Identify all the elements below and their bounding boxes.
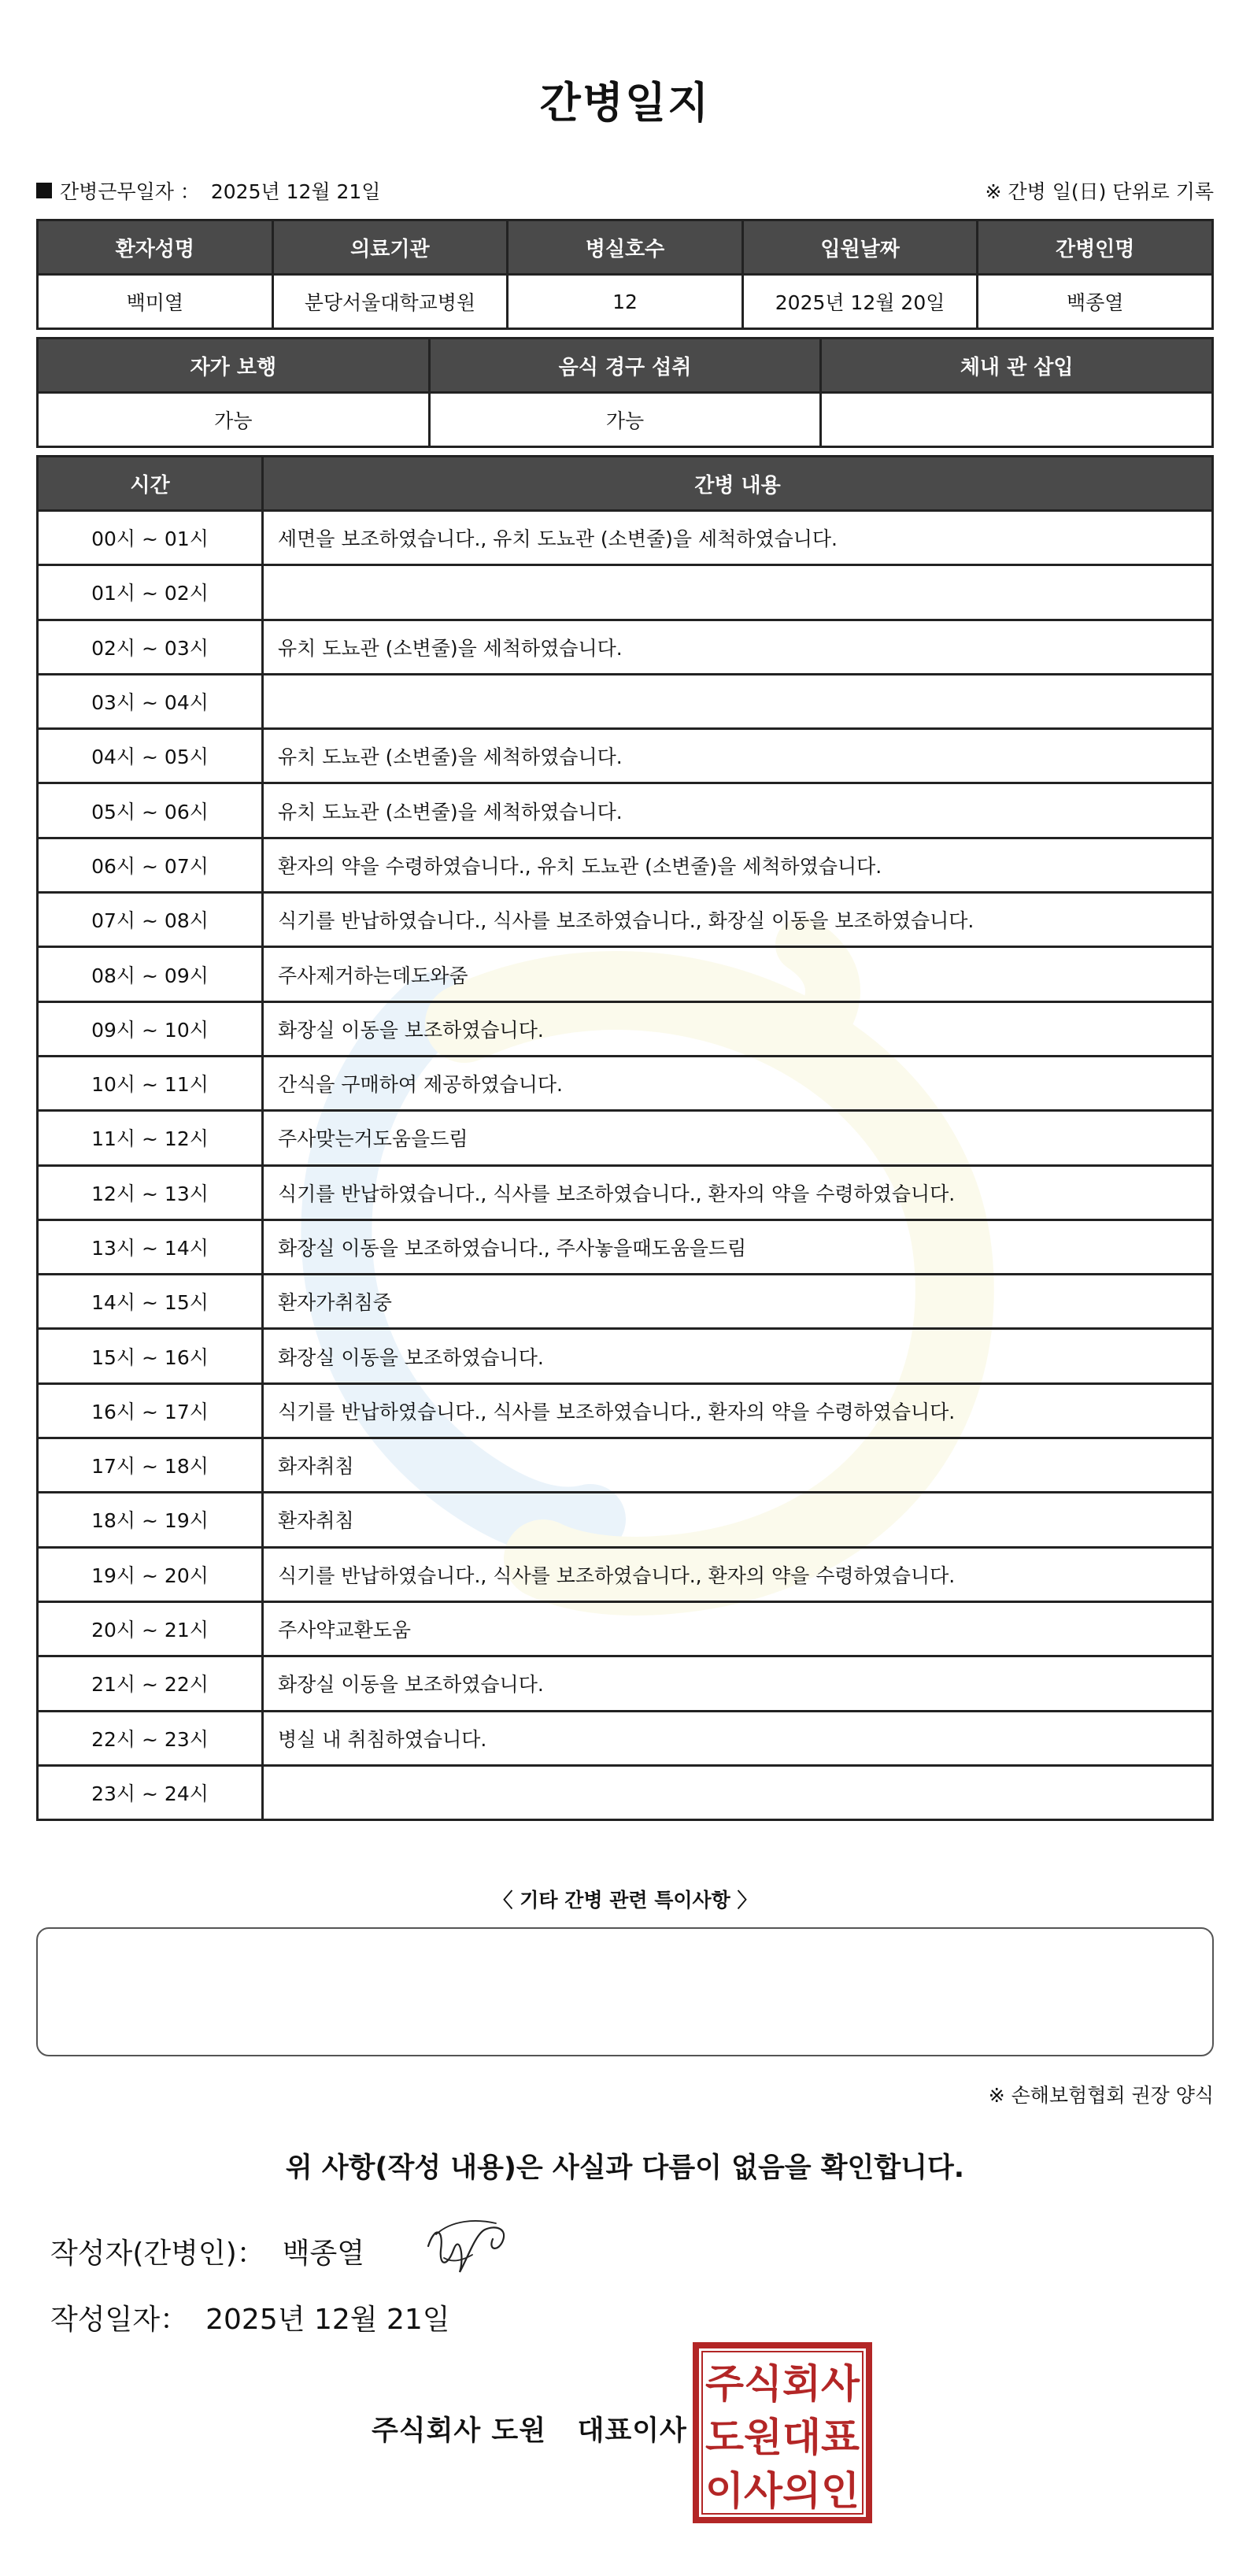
table-row: [38, 1547, 1213, 1601]
page-title: 간병일지: [539, 78, 711, 128]
care-content: [263, 674, 1213, 728]
time-slot: 01시 ~ 02시: [38, 565, 263, 620]
care-content: 환자가취침중: [263, 1275, 1213, 1329]
time-slot: 04시 ~ 05시: [38, 729, 263, 783]
care-content: 화장실 이동을 보조하였습니다.: [263, 1656, 1213, 1711]
table-row: [38, 783, 1213, 838]
time-slot: 13시 ~ 14시: [38, 1220, 263, 1274]
table-row: [38, 1711, 1213, 1765]
caregiver-name: 백종열: [978, 275, 1213, 329]
care-content: [263, 565, 1213, 620]
care-content: 화장실 이동을 보조하였습니다.: [263, 1329, 1213, 1383]
care-log-table: [36, 455, 1214, 1821]
remarks-title: 〈 기타 간병 관련 특이사항 〉: [493, 1889, 757, 1912]
table-row: [38, 947, 1213, 1001]
time-slot: 19시 ~ 20시: [38, 1547, 263, 1601]
header-oral-intake: 음식 경구 섭취: [429, 339, 821, 393]
time-slot: 10시 ~ 11시: [38, 1056, 263, 1110]
seal-text-line: 이사의인: [705, 2468, 860, 2514]
patient-name: 백미열: [38, 275, 273, 329]
header-self-walking: 자가 보행: [38, 339, 430, 393]
table-row: [38, 674, 1213, 728]
care-content: 병실 내 취침하였습니다.: [263, 1711, 1213, 1765]
care-date-label: 간병근무일자 ：: [60, 180, 200, 203]
time-slot: 16시 ~ 17시: [38, 1383, 263, 1438]
table-row: [38, 565, 1213, 620]
tube-insertion-value: [821, 393, 1213, 447]
remarks-box: [36, 1927, 1214, 2056]
care-content: 화장실 이동을 보조하였습니다.: [263, 1001, 1213, 1056]
time-slot: 03시 ~ 04시: [38, 674, 263, 728]
written-date-row: [50, 2297, 450, 2337]
square-bullet-icon: [36, 183, 52, 198]
time-slot: 06시 ~ 07시: [38, 838, 263, 892]
written-date-label: 작성일자：: [50, 2304, 189, 2336]
seal-text-line: 주식회사: [705, 2361, 860, 2407]
writer-label: 작성자(간병인)：: [50, 2237, 265, 2270]
table-row: [38, 893, 1213, 947]
time-slot: 07시 ~ 08시: [38, 893, 263, 947]
table-row: [38, 1438, 1213, 1493]
time-slot: 20시 ~ 21시: [38, 1601, 263, 1656]
care-content: 주사제거하는데도와줌: [263, 947, 1213, 1001]
time-slot: 17시 ~ 18시: [38, 1438, 263, 1493]
admission-date: 2025년 12월 20일: [742, 275, 978, 329]
written-date-value: 2025년 12월 21일: [205, 2304, 450, 2336]
confirm-statement: 위 사항(작성 내용)은 사실과 다름이 없음을 확인합니다.: [285, 2152, 965, 2184]
care-content: 환자의 약을 수령하였습니다., 유치 도뇨관 (소변줄)을 세척하였습니다.: [263, 838, 1213, 892]
table-row: [38, 1656, 1213, 1711]
care-content: 식기를 반납하였습니다., 식사를 보조하였습니다., 환자의 약을 수령하였습니다.: [263, 1165, 1213, 1220]
table-row: [38, 1493, 1213, 1547]
patient-info-table: [36, 219, 1214, 330]
table-row: [38, 1001, 1213, 1056]
table-row: [38, 1329, 1213, 1383]
care-content: 주사약교환도움: [263, 1601, 1213, 1656]
seal-text-line: 도원대표: [705, 2415, 860, 2460]
header-care-content: 간병 내용: [263, 457, 1213, 511]
room-number: 12: [508, 275, 743, 329]
care-content: 주사맞는거도움을드림: [263, 1111, 1213, 1165]
table-row: [38, 838, 1213, 892]
writer-name: 백종열: [282, 2237, 365, 2270]
time-slot: 05시 ~ 06시: [38, 783, 263, 838]
time-slot: 21시 ~ 22시: [38, 1656, 263, 1711]
time-slot: 15시 ~ 16시: [38, 1329, 263, 1383]
header-hospital: 의료기관: [272, 220, 508, 275]
care-content: 식기를 반납하였습니다., 식사를 보조하였습니다., 환자의 약을 수령하였습니다.: [263, 1383, 1213, 1438]
table-row: [38, 1765, 1213, 1819]
time-slot: 22시 ~ 23시: [38, 1711, 263, 1765]
table-row: [38, 1601, 1213, 1656]
table-row: [38, 1111, 1213, 1165]
care-date-row: [36, 175, 1214, 206]
table-row: [38, 1220, 1213, 1274]
time-slot: 02시 ~ 03시: [38, 620, 263, 674]
time-slot: 18시 ~ 19시: [38, 1493, 263, 1547]
header-tube-insertion: 체내 관 삽입: [821, 339, 1213, 393]
header-time: 시간: [38, 457, 263, 511]
care-content: 화자취침: [263, 1438, 1213, 1493]
header-admission-date: 입원날짜: [742, 220, 978, 275]
time-slot: 23시 ~ 24시: [38, 1765, 263, 1819]
care-date-value: 2025년 12월 21일: [210, 180, 381, 203]
company-seal-stamp: [693, 2342, 872, 2523]
care-content: 환자취침: [263, 1493, 1213, 1547]
record-note: ※ 간병 일(日) 단위로 기록: [985, 180, 1214, 203]
care-content: [263, 1765, 1213, 1819]
care-content: 간식을 구매하여 제공하였습니다.: [263, 1056, 1213, 1110]
self-walking-value: 가능: [38, 393, 430, 447]
care-content: 유치 도뇨관 (소변줄)을 세척하였습니다.: [263, 620, 1213, 674]
table-row: [38, 1275, 1213, 1329]
time-slot: 09시 ~ 10시: [38, 1001, 263, 1056]
care-content: 세면을 보조하였습니다., 유치 도뇨관 (소변줄)을 세척하였습니다.: [263, 511, 1213, 565]
time-slot: 14시 ~ 15시: [38, 1275, 263, 1329]
table-row: [38, 1383, 1213, 1438]
time-slot: 00시 ~ 01시: [38, 511, 263, 565]
recommend-note: ※ 손해보험협회 권장 양식: [988, 2084, 1214, 2107]
time-slot: 08시 ~ 09시: [38, 947, 263, 1001]
care-content: 유치 도뇨관 (소변줄)을 세척하였습니다.: [263, 729, 1213, 783]
time-slot: 11시 ~ 12시: [38, 1111, 263, 1165]
table-row: [38, 511, 1213, 565]
table-row: [38, 620, 1213, 674]
patient-status-table: [36, 337, 1214, 448]
table-row: [38, 1165, 1213, 1220]
care-content: 화장실 이동을 보조하였습니다., 주사놓을때도움을드림: [263, 1220, 1213, 1274]
care-content: 식기를 반납하였습니다., 식사를 보조하였습니다., 환자의 약을 수령하였습니다.: [263, 1547, 1213, 1601]
header-room: 병실호수: [508, 220, 743, 275]
care-log-body: [38, 511, 1213, 1820]
writer-row: [50, 2231, 364, 2271]
handwritten-signature: [420, 2211, 515, 2282]
care-content: 식기를 반납하였습니다., 식사를 보조하였습니다., 화장실 이동을 보조하였습니다.: [263, 893, 1213, 947]
table-row: [38, 1056, 1213, 1110]
company-representative: 주식회사 도원 대표이사: [372, 2415, 687, 2447]
care-content: 유치 도뇨관 (소변줄)을 세척하였습니다.: [263, 783, 1213, 838]
header-caregiver-name: 간병인명: [978, 220, 1213, 275]
hospital-name: 분당서울대학교병원: [272, 275, 508, 329]
header-patient-name: 환자성명: [38, 220, 273, 275]
table-row: [38, 729, 1213, 783]
oral-intake-value: 가능: [429, 393, 821, 447]
time-slot: 12시 ~ 13시: [38, 1165, 263, 1220]
